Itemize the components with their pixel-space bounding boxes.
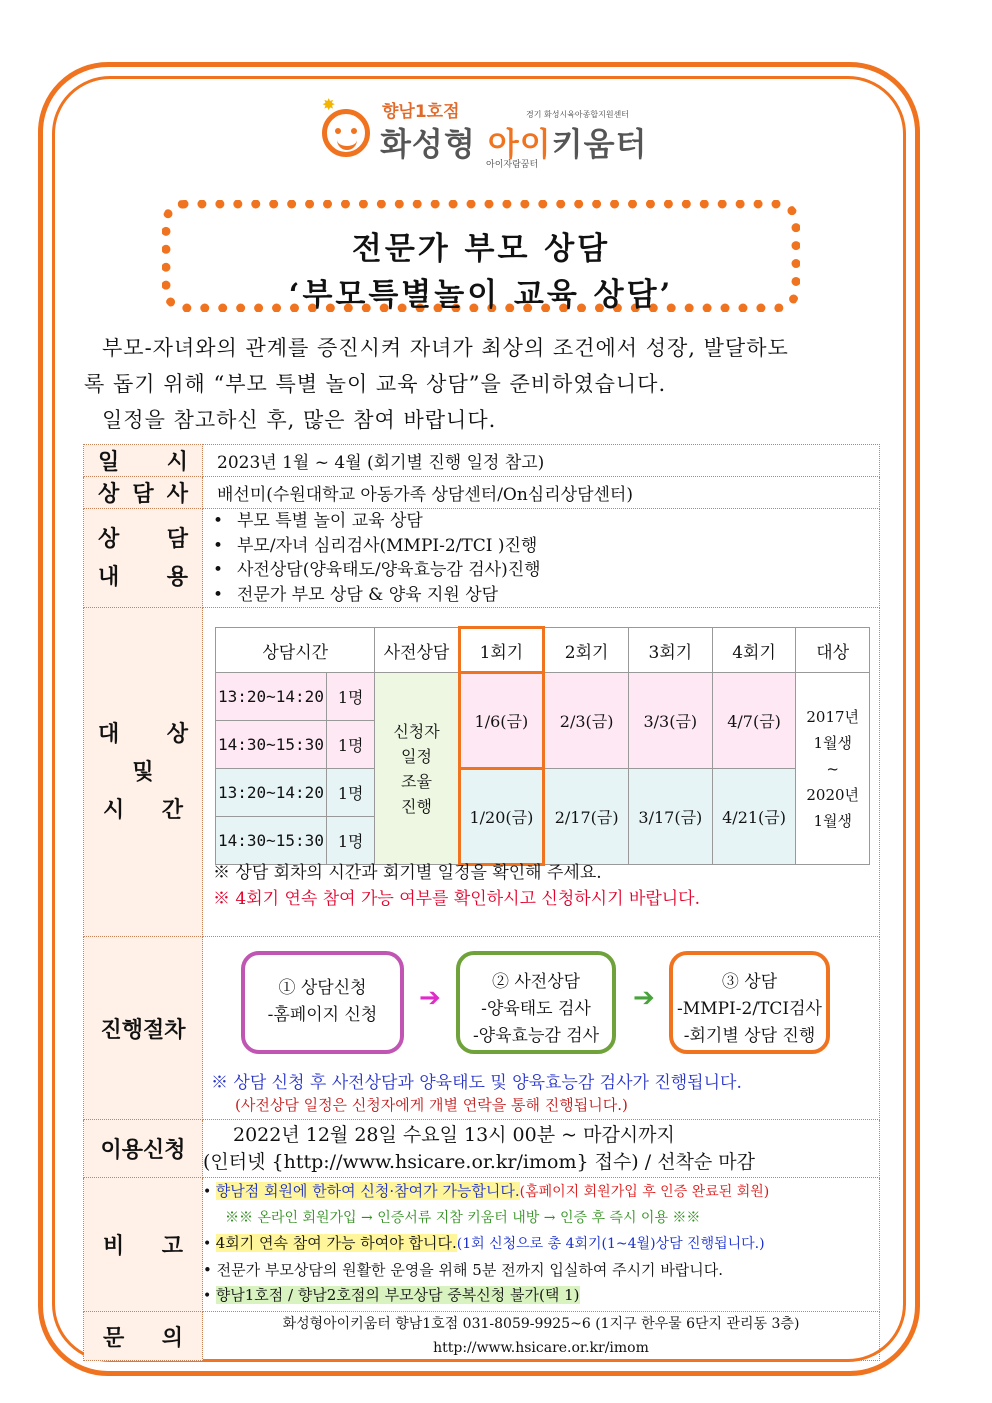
sched-session-1: 1/6(금): [459, 673, 544, 769]
logo-center-name: 경기 화성시육아종합지원센터: [526, 110, 630, 119]
sched-session-2: 2/17(금): [544, 769, 629, 865]
title-box: [162, 200, 800, 312]
sched-header: 상담시간: [216, 628, 375, 673]
value-contact: [203, 1312, 880, 1361]
sched-header: 4회기: [712, 628, 796, 673]
label-target-time: 대 상 및 시 간: [84, 608, 203, 937]
process-note: ※ 상담 신청 후 사전상담과 양육태도 및 양육효능감 검사가 진행됩니다.: [211, 1073, 742, 1093]
remark-item: • 향남점 회원에 한하여 신청·참여가 가능합니다.(홈페이지 회원가입 후 인증 완료된 회원): [203, 1179, 879, 1206]
sched-header: 대상: [796, 628, 870, 673]
title-line-2: ‘부모특별놀이 교육 상담’: [288, 277, 674, 313]
smiley-face-icon: [322, 109, 370, 157]
label-remarks: 비 고: [84, 1178, 203, 1312]
logo-main-suffix: 키움터: [551, 125, 648, 163]
sched-time: 13:20~14:20: [216, 673, 327, 721]
star-icon: ✸: [322, 95, 336, 114]
remark-item: • 향남1호점 / 향남2호점의 부모상담 중복신청 불가(택 1): [203, 1283, 879, 1310]
process-step-apply: ① 상담신청 -홈페이지 신청: [241, 951, 404, 1054]
remark-item: • 전문가 부모상담의 원활한 운영을 위해 5분 전까지 입실하여 주시기 바랍니다.: [203, 1258, 879, 1284]
value-remarks: [203, 1178, 880, 1312]
process-step-pre: ② 사전상담 -양육태도 검사 -양육효능감 검사: [456, 951, 616, 1054]
intro-line: 록 돕기 위해 “부모 특별 놀이 교육 상담”을 준비하였습니다.: [84, 372, 667, 396]
process-step-counsel: ③ 상담 -MMPI-2/TCI검사 -회기별 상담 진행: [669, 951, 830, 1054]
sched-header: 3회기: [628, 628, 712, 673]
value-content: [203, 509, 880, 608]
content-item: • 부모 특별 놀이 교육 상담: [213, 509, 879, 534]
content-item: • 전문가 부모 상담 & 양육 지원 상담: [213, 583, 879, 608]
sched-session-4: 4/7(금): [712, 673, 796, 769]
schedule-table: [215, 626, 870, 866]
content-item: • 부모/자녀 심리검사(MMPI-2/TCI )진행: [213, 534, 879, 559]
logo-main-accent: 아이: [487, 125, 552, 163]
schedule-warning: ※ 4회기 연속 참여 가능 여부를 확인하시고 신청하시기 바랍니다.: [213, 889, 700, 909]
sched-count: 1명: [326, 673, 375, 721]
logo-main-prefix: 화성형: [380, 125, 488, 163]
apply-period: 2022년 12월 28일 수요일 13시 00분 ~ 마감시까지: [233, 1123, 675, 1146]
schedule-note: ※ 상담 회차의 시간과 회기별 일정을 확인해 주세요.: [213, 863, 602, 883]
label-date: 일 시: [84, 445, 203, 477]
sched-pre: 신청자 일정 조율 진행: [375, 673, 459, 865]
arrow-right-icon: ➔: [419, 983, 441, 1013]
sched-header: 사전상담: [375, 628, 459, 673]
sched-target: 2017년 1월생 ~ 2020년 1월생: [796, 673, 870, 865]
contact-url[interactable]: http://www.hsicare.or.kr/imom: [433, 1340, 649, 1356]
apply-method: (인터넷 {http://www.hsicare.or.kr/imom} 접수) / 선착순 마감: [203, 1150, 756, 1173]
label-apply: 이용신청: [84, 1120, 203, 1178]
value-schedule: [203, 608, 880, 937]
intro-text: [84, 330, 882, 438]
sched-session-3: 3/17(금): [628, 769, 712, 865]
sched-session-4: 4/21(금): [712, 769, 796, 865]
content-item: • 사전상담(양육태도/양육효능감 검사)진행: [213, 558, 879, 583]
intro-line: 일정을 참고하신 후, 많은 참여 바랍니다.: [102, 408, 497, 432]
remark-item: ※※ 온라인 회원가입 → 인증서류 지참 키움터 내방 → 인증 후 즉시 이용 ※※: [225, 1209, 701, 1226]
value-apply: [203, 1120, 880, 1178]
value-date: 2023년 1월 ~ 4월 (회기별 진행 일정 참고): [203, 445, 880, 477]
intro-line: 부모-자녀와의 관계를 증진시켜 자녀가 최상의 조건에서 성장, 발달하도: [102, 336, 789, 360]
value-process: [203, 937, 880, 1120]
contact-info: 화성형아이키움터 향남1호점 031-8059-9925~6 (1지구 한우물 6단지 관리동 3층): [282, 1316, 800, 1332]
label-contact: 문 의: [84, 1312, 203, 1361]
sched-header: 1회기: [459, 628, 544, 673]
sched-header: 2회기: [544, 628, 629, 673]
value-counselor: 배선미(수원대학교 아동가족 상담센터/On심리상담센터): [203, 477, 880, 509]
label-process: 진행절차: [84, 937, 203, 1120]
logo-branch: 향남1호점: [382, 102, 460, 122]
arrow-right-icon: ➔: [633, 983, 655, 1013]
process-subnote: (사전상담 일정은 신청자에게 개별 연락을 통해 진행됩니다.): [235, 1096, 628, 1114]
label-content: 상 담 내 용: [84, 509, 203, 608]
label-counselor: 상 담 사: [84, 477, 203, 509]
sched-time: 13:20~14:20: [216, 769, 327, 817]
remark-item: • 4회기 연속 참여 가능 하여야 합니다.(1회 신청으로 총 4회기(1~4월)상담 진행됩니다.): [203, 1231, 879, 1258]
sched-session-1: 1/20(금): [459, 769, 544, 865]
sched-count: 1명: [326, 769, 375, 817]
sched-session-2: 2/3(금): [544, 673, 629, 769]
logo-sub: 아이자람꿈터: [486, 160, 539, 170]
logo: [322, 95, 648, 175]
sched-count: 1명: [326, 721, 375, 769]
sched-session-3: 3/3(금): [628, 673, 712, 769]
info-table: [83, 444, 880, 1361]
sched-time: 14:30~15:30: [216, 817, 327, 865]
title-line-1: 전문가 부모 상담: [351, 231, 611, 267]
sched-time: 14:30~15:30: [216, 721, 327, 769]
sched-count: 1명: [326, 817, 375, 865]
